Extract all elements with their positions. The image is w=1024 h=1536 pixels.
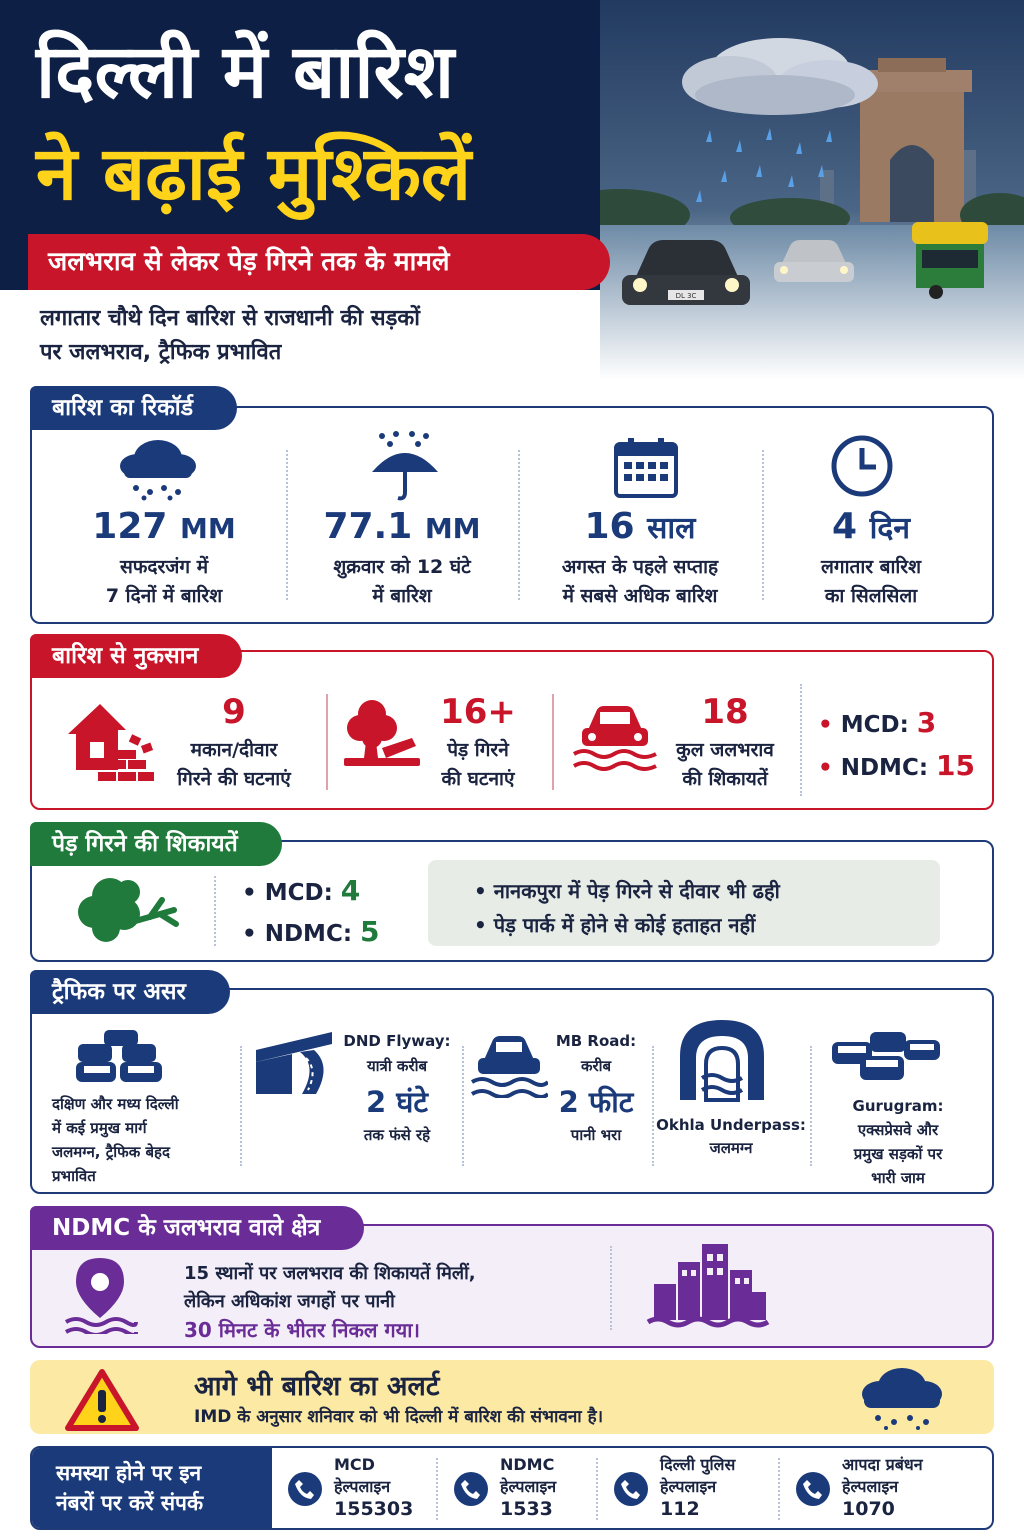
split-value: 15 xyxy=(936,749,976,782)
weather-alert-banner xyxy=(30,1360,994,1434)
auto-rickshaw-icon xyxy=(912,222,988,299)
traffic-title: DND Flyway: xyxy=(343,1032,451,1050)
helpline-text xyxy=(842,1454,923,1520)
traffic-title: MB Road: xyxy=(555,1032,637,1050)
helpline-heading-line: नंबरों पर करें संपर्क xyxy=(56,1491,204,1515)
stat-caption: 7 दिनों में बारिश xyxy=(105,585,223,607)
flyway-icon xyxy=(252,1030,336,1096)
helpline-label: हेल्पलाइन xyxy=(842,1477,899,1496)
ndmc-line: 15 स्थानों पर जलभराव की शिकायतें मिलीं, xyxy=(184,1263,476,1284)
phone-icon xyxy=(288,1472,322,1506)
traffic-text: पानी भरा xyxy=(570,1126,622,1144)
phone-icon xyxy=(796,1472,830,1506)
stat-caption: में सबसे अधिक बारिश xyxy=(562,585,718,607)
damage-value: 9 xyxy=(222,692,246,732)
location-pin-icon xyxy=(62,1256,138,1334)
split-item: • MCD: 4 xyxy=(242,874,361,907)
traffic-gurugram xyxy=(828,1094,968,1190)
city-flood-icon xyxy=(646,1240,770,1332)
fallen-tree-icon xyxy=(76,872,180,946)
rain-record-tab: बारिश का रिकॉर्ड xyxy=(30,386,237,430)
split-value: 5 xyxy=(360,915,380,948)
tree-split-list xyxy=(242,874,380,948)
traffic-jam-icon xyxy=(830,1030,942,1084)
traffic-text: प्रमुख सड़कों पर xyxy=(853,1145,943,1163)
traffic-title: Gurugram: xyxy=(852,1097,944,1115)
stat-4-days xyxy=(764,506,978,611)
helpline-org: NDMC xyxy=(500,1455,555,1474)
collapsed-house-icon xyxy=(64,694,156,782)
helpline-label: हेल्पलाइन xyxy=(500,1477,557,1496)
divider xyxy=(326,694,328,790)
helpline-org: MCD xyxy=(334,1455,375,1474)
note-item: • पेड़ पार्क में होने से कोई हताहत नहीं xyxy=(474,913,756,937)
stat-rain-friday xyxy=(288,506,516,611)
ndmc-highlight: 30 मिनट के भीतर निकल गया। xyxy=(184,1318,420,1342)
traffic-title: Okhla Underpass: xyxy=(656,1116,806,1134)
page-title-line1: दिल्ली में बारिश xyxy=(36,29,455,115)
flooded-car-icon xyxy=(470,1034,548,1098)
header xyxy=(0,0,1024,380)
stat-caption: सफदरजंग में xyxy=(119,556,209,578)
split-label: MCD: xyxy=(840,712,909,738)
clock-icon xyxy=(830,434,894,498)
divider xyxy=(240,1046,242,1166)
helpline-number: 1070 xyxy=(842,1498,895,1520)
stat-unit: MM xyxy=(424,512,481,545)
lead-line: पर जलभराव, ट्रैफिक प्रभावित xyxy=(40,340,282,365)
traffic-text: जलमग्न xyxy=(709,1139,753,1157)
tree-complaints-tab: पेड़ गिरने की शिकायतें xyxy=(30,822,282,866)
damage-caption: की घटनाएं xyxy=(441,768,515,790)
note-text: पेड़ पार्क में होने से कोई हताहत नहीं xyxy=(493,913,756,937)
helpline-heading-line: समस्या होने पर इन xyxy=(56,1461,202,1485)
stat-unit: दिन xyxy=(869,511,910,546)
alert-title: आगे भी बारिश का अलर्ट xyxy=(194,1371,440,1402)
divider xyxy=(800,684,802,796)
ndmc-tab: NDMC के जलभराव वाले क्षेत्र xyxy=(30,1206,364,1250)
damage-value: 16+ xyxy=(440,692,516,732)
damage-caption: की शिकायतें xyxy=(682,768,768,790)
stat-caption: लगातार बारिश xyxy=(820,556,922,578)
split-item: • NDMC: 5 xyxy=(242,915,380,948)
rain-scene-illustration xyxy=(560,0,1024,380)
split-label: NDMC: xyxy=(264,921,353,947)
helpline-org: आपदा प्रबंधन xyxy=(842,1455,923,1474)
divider xyxy=(552,694,554,790)
damage-houses xyxy=(164,692,304,794)
underpass-icon xyxy=(676,1016,768,1104)
traffic-text: में कई प्रमुख मार्ग xyxy=(52,1119,147,1137)
stat-caption: शुक्रवार को 12 घंटे xyxy=(333,556,471,578)
stat-value: 127 xyxy=(92,506,168,547)
subtitle-banner: जलभराव से लेकर पेड़ गिरने तक के मामले xyxy=(28,234,610,290)
stat-16-years xyxy=(520,506,760,611)
stat-unit: साल xyxy=(647,511,696,546)
traffic-text: प्रभावित xyxy=(52,1167,96,1185)
damage-caption: गिरने की घटनाएं xyxy=(177,768,291,790)
divider xyxy=(596,1458,598,1520)
split-value: 3 xyxy=(916,706,937,739)
helpline-number: 112 xyxy=(660,1498,700,1520)
divider xyxy=(778,1458,780,1520)
traffic-text: एक्सप्रेसवे और xyxy=(857,1121,939,1139)
stat-value: 4 xyxy=(832,506,858,547)
umbrella-icon xyxy=(368,430,442,502)
helpline-text xyxy=(334,1454,413,1520)
traffic-text: जलमग्न, ट्रैफिक बेहद xyxy=(52,1143,170,1161)
stat-unit: MM xyxy=(179,512,236,545)
traffic-text: करीब xyxy=(580,1057,612,1075)
split-value: 4 xyxy=(340,874,361,907)
damage-caption: पेड़ गिरने xyxy=(447,739,509,761)
helpline-number: 1533 xyxy=(500,1498,553,1520)
damage-caption: मकान/दीवार xyxy=(190,739,278,761)
divider xyxy=(214,876,216,946)
traffic-text: भारी जाम xyxy=(871,1169,925,1187)
lead-text xyxy=(40,302,560,370)
ndmc-line: लेकिन अधिकांश जगहों पर पानी xyxy=(184,1291,395,1312)
helpline-label: हेल्पलाइन xyxy=(660,1477,717,1496)
divider xyxy=(462,1046,464,1166)
stat-caption: में बारिश xyxy=(372,585,432,607)
tree-notes-box xyxy=(428,860,940,946)
stat-caption: का सिलसिला xyxy=(824,585,918,607)
phone-icon xyxy=(614,1472,648,1506)
traffic-okhla-underpass xyxy=(656,1116,806,1158)
stat-value: 16 xyxy=(584,506,635,547)
divider xyxy=(610,1246,612,1330)
divider xyxy=(810,1046,812,1166)
traffic-big-value: 2 फीट xyxy=(558,1085,634,1119)
damage-waterlogging xyxy=(660,692,790,794)
traffic-tab: ट्रैफिक पर असर xyxy=(30,970,230,1014)
helpline-org: दिल्ली पुलिस xyxy=(660,1455,736,1474)
divider xyxy=(652,1046,654,1166)
lead-line: लगातार चौथे दिन बारिश से राजधानी की सड़कों xyxy=(40,306,420,331)
helpline-heading xyxy=(32,1448,272,1528)
note-item: • नानकपुरा में पेड़ गिरने से दीवार भी ढही xyxy=(474,879,780,903)
split-item: • NDMC: 15 xyxy=(818,749,976,782)
helpline-number: 155303 xyxy=(334,1498,414,1520)
split-item: • MCD: 3 xyxy=(818,706,937,739)
helpline-bar xyxy=(30,1446,994,1530)
rain-cloud-icon xyxy=(856,1364,946,1430)
damage-caption: कुल जलभराव xyxy=(676,739,774,761)
split-label: MCD: xyxy=(264,880,333,906)
stat-caption: अगस्त के पहले सप्ताह xyxy=(561,556,719,578)
phone-icon xyxy=(454,1472,488,1506)
ndmc-text xyxy=(184,1260,604,1344)
damage-trees xyxy=(418,692,538,794)
helpline-text xyxy=(660,1454,735,1520)
traffic-mb-road xyxy=(548,1032,644,1145)
traffic-text: तक फंसे रहे xyxy=(363,1126,431,1144)
helpline-label: हेल्पलाइन xyxy=(334,1477,391,1496)
note-text: नानकपुरा में पेड़ गिरने से दीवार भी ढही xyxy=(493,879,780,903)
traffic-big-value: 2 घंटे xyxy=(365,1085,429,1119)
rain-cloud-icon xyxy=(118,432,198,502)
helpline-text xyxy=(500,1454,556,1520)
stat-rain-safdarjung xyxy=(44,506,284,611)
page-title-line2: ने बढ़ाई मुश्किलें xyxy=(36,131,472,217)
damage-tab: बारिश से नुकसान xyxy=(30,634,242,678)
warning-icon xyxy=(64,1368,140,1432)
split-label: NDMC: xyxy=(840,755,929,781)
damage-split-list xyxy=(818,706,975,782)
alert-text: IMD के अनुसार शनिवार को भी दिल्ली में बारिश की संभावना है। xyxy=(194,1407,604,1427)
fallen-tree-icon xyxy=(342,696,422,770)
flooded-car-icon xyxy=(572,700,658,772)
traffic-jam-icon xyxy=(74,1028,164,1084)
damage-value: 18 xyxy=(701,692,749,732)
traffic-text: दक्षिण और मध्य दिल्ली xyxy=(52,1095,179,1113)
car-plate: DL 3C xyxy=(675,292,697,300)
traffic-text: यात्री करीब xyxy=(366,1057,428,1075)
calendar-icon xyxy=(614,438,678,498)
traffic-dnd-flyway xyxy=(340,1032,454,1145)
divider xyxy=(436,1458,438,1520)
traffic-south-central xyxy=(52,1092,236,1188)
stat-value: 77.1 xyxy=(323,506,413,547)
